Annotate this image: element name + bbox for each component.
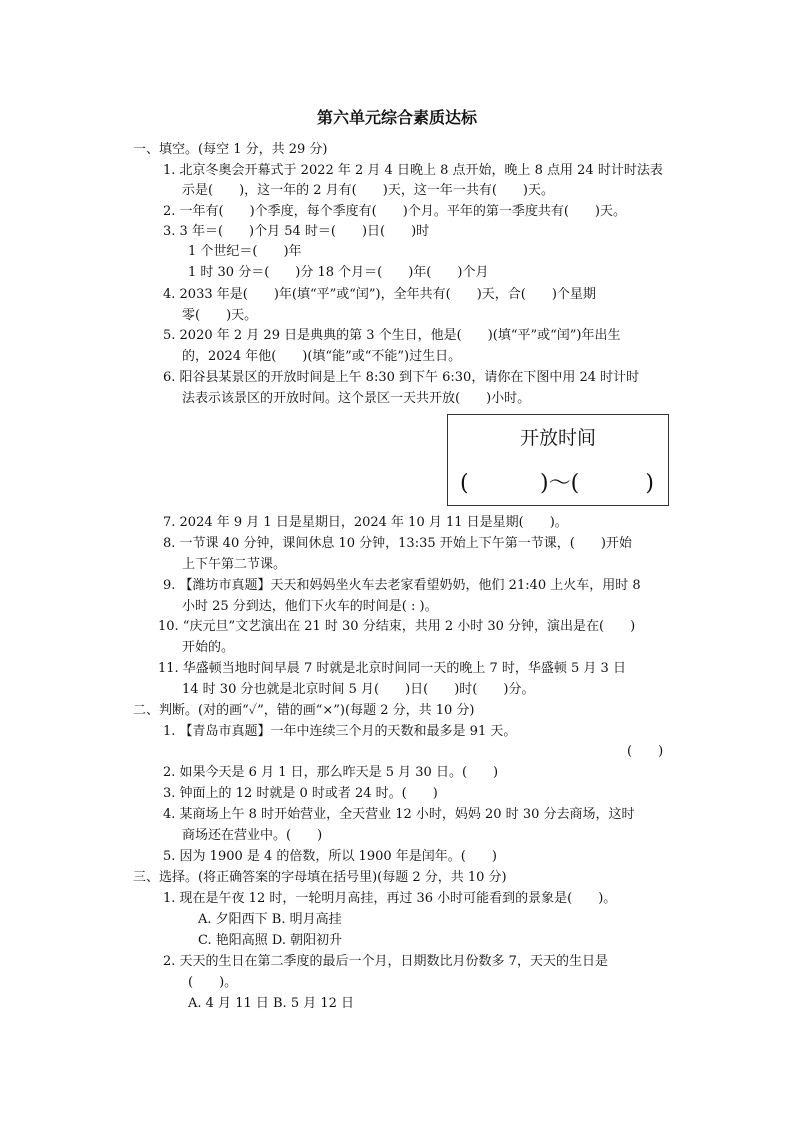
question-line: 3. 3 年＝( )个月 54 时＝( )日( )时	[163, 224, 430, 239]
question-line: 小时 25 分到达，他们下火车的时间是( : )。	[182, 599, 438, 614]
question-line: 零( )天。	[182, 308, 258, 323]
figure-title: 开放时间	[519, 427, 596, 449]
question-line: 3. 钟面上的 12 时就是 0 时或者 24 时。( )	[163, 786, 438, 801]
question-line: 1 时 30 分＝( )分 18 个月＝( )年( )个月	[188, 265, 489, 280]
question-line: 5. 2020 年 2 月 29 日是典典的第 3 个生日，他是( )(填“平”或“闰”)年出生	[163, 328, 621, 343]
question-line: 9. 【潍坊市真题】天天和妈妈坐火车去老家看望奶奶，他们 21:40 上火车，用时 8	[163, 578, 641, 593]
question-line: 1. 现在是午夜 12 时，一轮明月高挂，再过 36 小时可能看到的景象是( )。	[163, 891, 617, 906]
question-line: 7. 2024 年 9 月 1 日是星期日，2024 年 10 月 11 日是星期( )。	[163, 515, 568, 530]
question-line: 法表示该景区的开放时间。这个景区一天共开放( )小时。	[182, 391, 531, 406]
question-line: 的，2024 年他( )(填“能”或“不能”)过生日。	[182, 349, 462, 364]
question-line: 2. 天天的生日在第二季度的最后一个月，日期数比月份数多 7，天天的生日是	[163, 954, 608, 969]
question-line: 4. 某商场上午 8 时开始营业，全天营业 12 小时，妈妈 20 时 30 分去商场，这时	[163, 807, 635, 822]
choice-options: C. 艳阳高照 D. 朝阳初升	[198, 933, 343, 948]
choice-options: A. 夕阳西下 B. 明月高挂	[198, 912, 342, 927]
question-line: 开始的。	[182, 640, 235, 655]
question-line: 1 个世纪＝( )年	[188, 244, 302, 259]
question-line: 14 时 30 分也就是北京时间 5 月( )日( )时( )分。	[182, 682, 535, 697]
figure-close-paren: )	[645, 471, 654, 496]
question-line: 8. 一节课 40 分钟，课间休息 10 分钟，13:35 开始上下午第一节课，( )开始	[163, 536, 632, 551]
section-heading-multiple-choice: 三、选择。(将正确答案的字母填在括号里)(每题 2 分，共 10 分)	[133, 870, 507, 885]
opening-hours-figure	[447, 414, 669, 506]
question-line: 示是( )，这一年的 2 月有( )天，这一年一共有( )天。	[182, 183, 554, 198]
answer-parentheses: ( )。	[188, 975, 238, 990]
question-line: 10. “庆元旦”文艺演出在 21 时 30 分结束，共用 2 小时 30 分钟，演出是在( )	[158, 619, 636, 634]
question-line: 1. 【青岛市真题】一年中连续三个月的天数和最多是 91 天。	[163, 724, 517, 739]
question-line: 2. 如果今天是 6 月 1 日，那么昨天是 5 月 30 日。( )	[163, 765, 499, 780]
section-heading-fill-blanks: 一、填空。(每空 1 分，共 29 分)	[133, 142, 328, 157]
question-line: 11. 华盛顿当地时间早晨 7 时就是北京时间同一天的晚上 7 时，华盛顿 5 月 3 日	[158, 661, 626, 676]
question-line: 6. 阳谷县某景区的开放时间是上午 8:30 到下午 6:30，请你在下图中用 24 时计时	[163, 370, 640, 385]
question-line: 商场还在营业中。( )	[182, 828, 323, 843]
figure-answer-row	[458, 469, 658, 499]
answer-parentheses: ( )	[627, 744, 664, 759]
question-line: 1. 北京冬奥会开幕式于 2022 年 2 月 4 日晚上 8 点开始，晚上 8 点用 24 时计时法表	[163, 163, 663, 178]
figure-open-paren: (	[460, 471, 469, 496]
question-line: 4. 2033 年是( )年(填“平”或“闰”)，全年共有( )天，合( )个星期	[163, 287, 596, 302]
question-line: 5. 因为 1900 是 4 的倍数，所以 1900 年是闰年。( )	[163, 849, 497, 864]
figure-range-separator: )～(	[540, 471, 580, 496]
page-title: 第六单元综合素质达标	[316, 108, 477, 127]
choice-options: A. 4 月 11 日 B. 5 月 12 日	[188, 996, 355, 1011]
question-line: 2. 一年有( )个季度，每个季度有( )个月。平年的第一季度共有( )天。	[163, 204, 626, 219]
question-line: 上下午第二节课。	[182, 557, 287, 572]
section-heading-true-false: 二、判断。(对的画“✓”，错的画“×”)(每题 2 分，共 10 分)	[133, 703, 475, 718]
